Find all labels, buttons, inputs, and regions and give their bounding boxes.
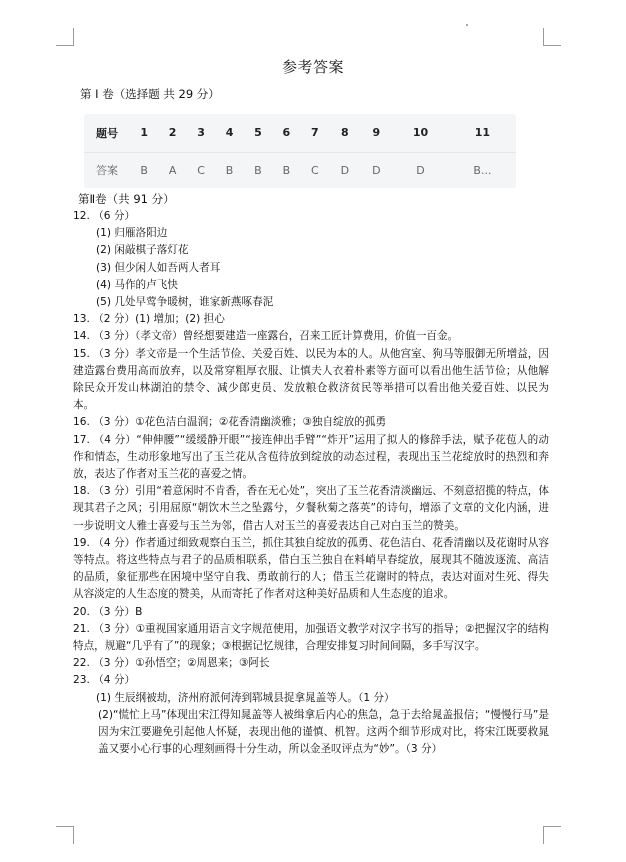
q16-answer: 16. （3 分）①花色洁白温润；②花香清幽淡雅；③独自绽放的孤勇 — [73, 416, 387, 429]
q12-head: 12. （6 分） — [73, 210, 136, 222]
table-header-row — [84, 114, 516, 152]
table-cell: 10 — [412, 126, 429, 140]
crop-mark-bottom-left — [56, 826, 74, 844]
q21-answer: 21. （3 分）①重视国家通用语言文字规范使用，加强语文教学对汉字书写的指导；②把握汉字的结构特点，规避“几乎有了”的现象；③根据记忆规律，合理安排复习时间间隔，多手写汉字。 — [73, 622, 549, 652]
q12-item-2: (2) 闲敲棋子落灯花 — [96, 244, 189, 257]
section1-heading: 第 I 卷（选择题 共 29 分） — [80, 87, 220, 101]
table-cell: 11 — [474, 126, 491, 140]
table-cell: 8 — [341, 126, 349, 140]
table-cell: D — [361, 152, 392, 188]
q12-item-3: (3) 但少闲人如吾两人者耳 — [96, 261, 221, 274]
table-cell: 2 — [168, 126, 177, 140]
q15-answer: 15. （3 分）孝文帝是一个生活节俭、关爱百姓、以民为本的人。从他宫室、狗马等服御无所增益，因建造露台费用高而放弃，以及常穿粗厚衣服、让慎夫人衣着朴素等方面可以看出他生活节俭；从他解除民众开发山林湖泊的禁令、减少郎吏员、发放粮仓救济贫民等举措可以看出他关爱百姓、以民为本。 — [73, 347, 549, 412]
table-cell: 6 — [282, 126, 291, 140]
q12-item-1: (1) 归雁洛阳边 — [96, 227, 168, 240]
q12-item-4: (4) 马作的卢飞快 — [96, 278, 178, 291]
table-cell: C — [187, 152, 216, 188]
table-cell: 1 — [140, 126, 149, 140]
q23-item-2: (2)“慌忙上马”体现出宋江得知晁盖等人被缉拿后内心的焦急，急于去给晁盖报信；“慢慢行马”是因为宋江要避免引起他人怀疑，表现出他的谨慎、机智。这两个细节形成对比，将宋江既要救晁盖又要小心行事的心理刻画得十分生动，所以金圣叹评点为“妙”。（3 分） — [98, 708, 549, 756]
section2-heading: 第Ⅱ卷（共 91 分） — [78, 192, 175, 206]
table-cell: B... — [449, 152, 516, 188]
table-cell: 7 — [311, 126, 319, 140]
table-cell: 4 — [225, 126, 234, 140]
table-cell: D — [392, 152, 449, 188]
q23-head: 23. （4 分） — [73, 674, 136, 687]
table-header-label: 题号 — [96, 126, 118, 140]
table-cell: 3 — [197, 126, 205, 140]
crop-mark-top-left — [56, 28, 74, 46]
table-answer-label: 答案 — [84, 152, 130, 188]
answer-table — [84, 114, 516, 188]
table-cell: 5 — [254, 126, 262, 140]
crop-mark-top-right — [543, 28, 561, 46]
q12-item-5: (5) 几处早莺争暖树，谁家新燕啄春泥 — [96, 295, 274, 308]
q13-answer: 13. （2 分）(1) 增加；(2) 担心 — [73, 313, 225, 326]
table-cell: D — [329, 152, 360, 188]
q14-answer: 14. （3 分）（孝文帝）曾经想要建造一座露台，召来工匠计算费用，价值一百金。 — [73, 330, 459, 343]
table-cell: 9 — [372, 126, 381, 140]
q23-item-1: (1) 生辰纲被劫，济州府派何涛到郓城县捉拿晁盖等人。（1 分） — [96, 691, 395, 704]
page-title: 参考答案 — [281, 58, 344, 76]
table-cell: B — [215, 152, 243, 188]
table-cell: A — [158, 152, 186, 188]
table-cell: B — [130, 152, 158, 188]
q20-answer: 20. （3 分）B — [73, 605, 143, 618]
q22-answer: 22. （3 分）①孙悟空；②周恩来；③阿长 — [73, 657, 270, 670]
table-cell: B — [244, 152, 272, 188]
stray-dot — [466, 24, 468, 26]
table-cell: B — [272, 152, 300, 188]
table-answer-row — [84, 152, 516, 188]
answers-body — [73, 208, 549, 758]
table-cell: C — [301, 152, 330, 188]
q17-answer: 17. （4 分）“伸伸腰”“缓缓静开眼”“接连伸出手臂”“炸开”运用了拟人的修辞手法，赋予花苞人的动作和情态，生动形象地写出了玉兰花从含苞待放到绽放的动态过程，表现出玉兰花绽放时的热烈和奔放，表达了作者对玉兰花的喜爱之情。 — [73, 433, 549, 480]
q18-answer: 18. （3 分）引用“着意闲时不肯香，香在无心处”，突出了玉兰花香清淡幽远、不刻意招揽的特点，体现其君子之风；引用屈原“朝饮木兰之坠露兮，夕餐秋菊之落英”的诗句，增添了文章的文化内涵，进一步说明文人雅士喜爱与玉兰为邻，借古人对玉兰的喜爱表达自己对白玉兰的赞美。 — [73, 485, 549, 532]
q19-answer: 19. （4 分）作者通过细致观察白玉兰，抓住其独自绽放的孤勇、花色洁白、花香清幽以及花谢时从容等特点。将这些特点与君子的品质相联系，借白玉兰独自在料峭早春绽放，展现其不随波逐流、高洁的品质，象征那些在困境中坚守自我、勇敢前行的人；借玉兰花谢时的特点，表达对面对生死、得失从容淡定的人生态度的赞美，从而寄托了作者对这种美好品质和人生态度的追求。 — [73, 536, 549, 601]
crop-mark-bottom-right — [543, 826, 561, 844]
